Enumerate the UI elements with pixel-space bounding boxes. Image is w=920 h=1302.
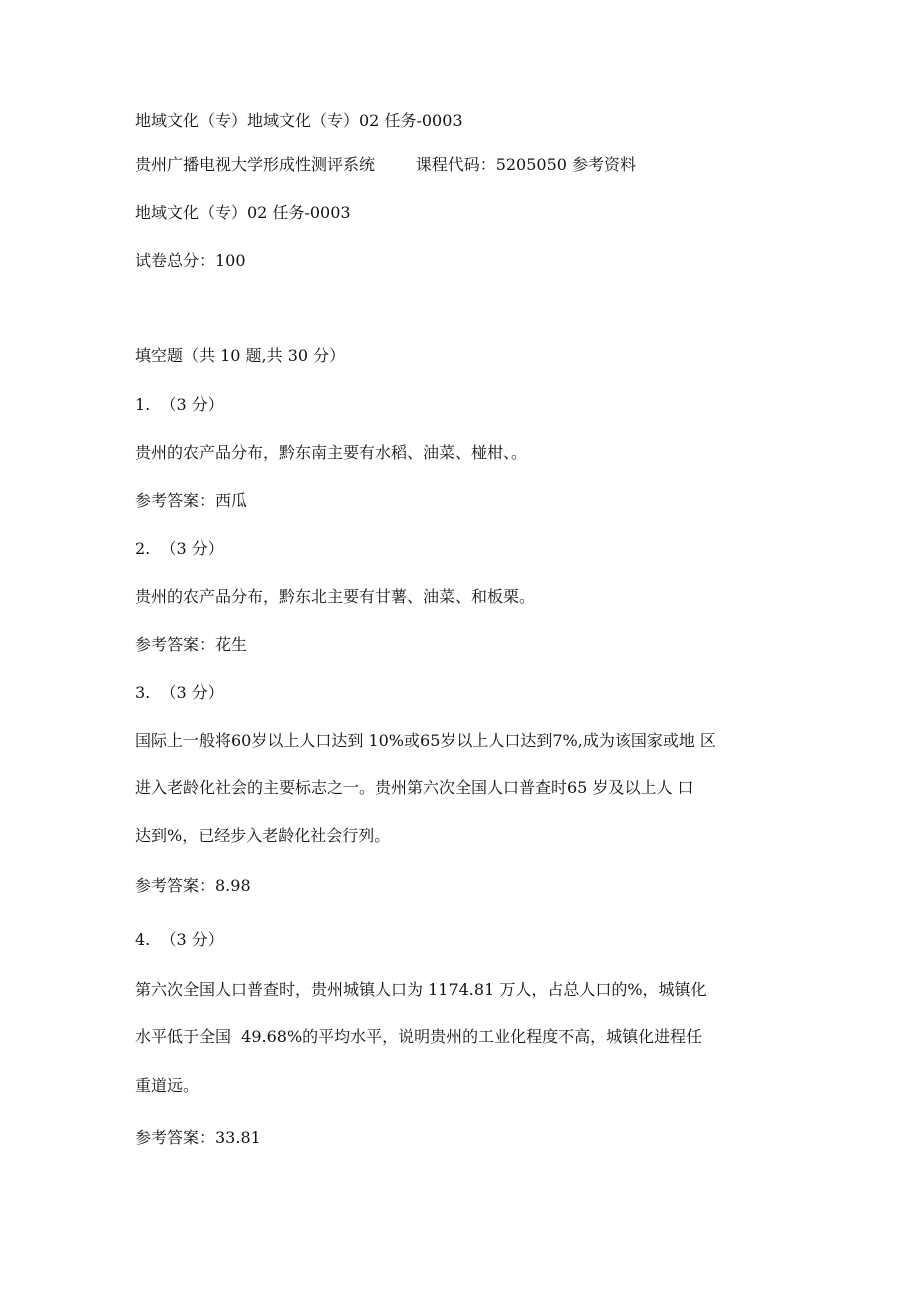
question-number: 2. （3 分） <box>135 539 224 558</box>
reference-answer: 参考答案：西瓜 <box>135 491 248 510</box>
question-text: 进入老龄化社会的主要标志之一。贵州第六次全国人口普查时65 岁及以上人 口 <box>135 778 694 797</box>
question-text: 水平低于全国 49.68%的平均水平，说明贵州的工业化程度不高，城镇化进程任 <box>135 1027 703 1046</box>
question-text: 贵州的农产品分布，黔东北主要有甘薯、油菜、和板栗。 <box>135 587 536 606</box>
total-score: 试卷总分：100 <box>135 251 246 270</box>
question-text: 第六次全国人口普查时，贵州城镇人口为 1174.81 万人，占总人口的%，城镇化 <box>135 980 707 999</box>
reference-answer: 参考答案：8.98 <box>135 876 251 895</box>
question-number: 3. （3 分） <box>135 683 224 702</box>
document-title: 地域文化（专）地域文化（专）02 任务-0003 <box>135 111 463 130</box>
question-text: 达到%，已经步入老龄化社会行列。 <box>135 826 391 845</box>
system-course-code: 贵州广播电视大学形成性测评系统 课程代码：5205050 参考资料 <box>135 155 637 174</box>
question-text: 国际上一般将60岁以上人口达到 10%或65岁以上人口达到7%,成为该国家或地 区 <box>135 731 716 750</box>
reference-answer: 参考答案：花生 <box>135 635 248 654</box>
reference-answer: 参考答案：33.81 <box>135 1128 261 1147</box>
question-number: 1. （3 分） <box>135 395 224 414</box>
question-number: 4. （3 分） <box>135 930 224 949</box>
question-text: 重道远。 <box>135 1076 200 1095</box>
document-subtitle: 地域文化（专）02 任务-0003 <box>135 203 351 222</box>
section-title: 填空题（共 10 题,共 30 分） <box>135 346 346 365</box>
question-text: 贵州的农产品分布，黔东南主要有水稻、油菜、椪柑、。 <box>135 443 528 462</box>
